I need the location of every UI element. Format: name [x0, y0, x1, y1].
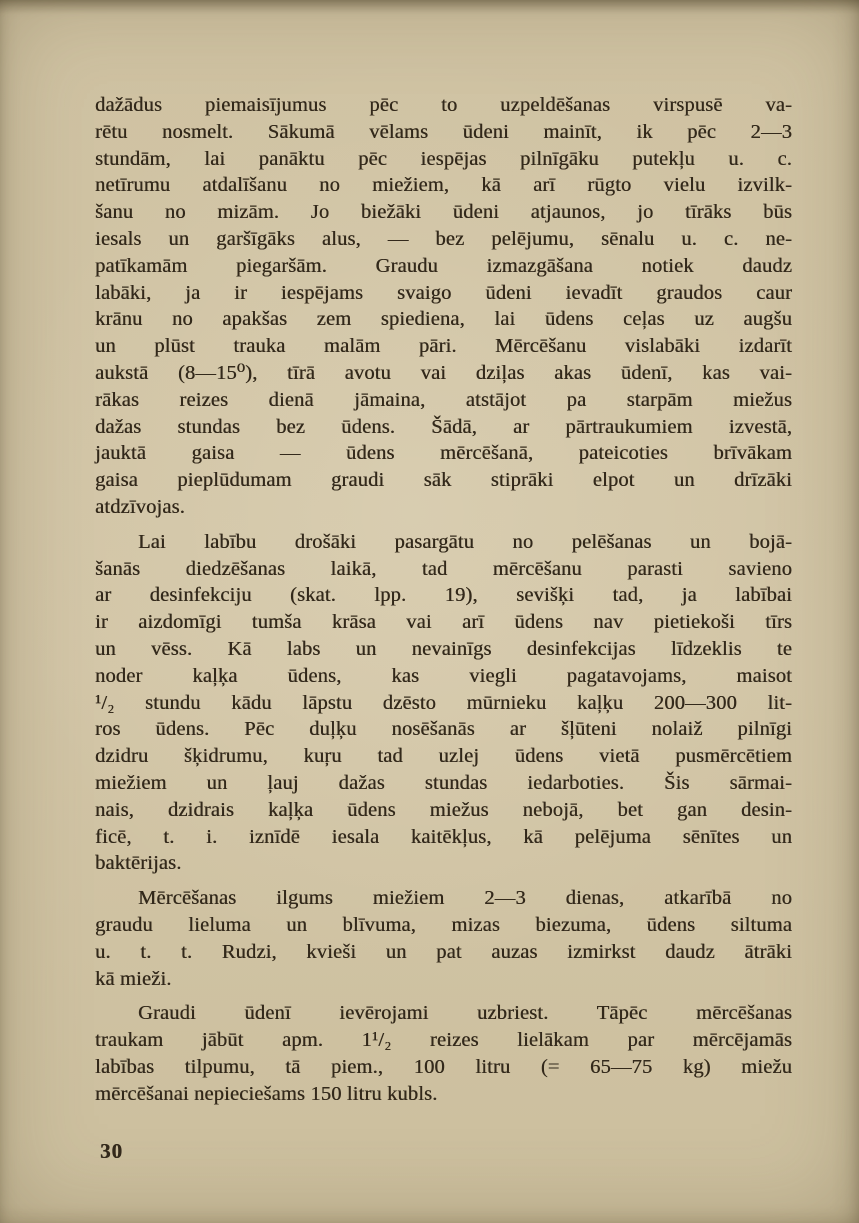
paragraph	[95, 92, 792, 521]
text-line: patīkamām piegaršām. Graudu izmazgāšana notiek daudz	[95, 254, 792, 277]
text-line: dzidru šķidrumu, kuŗu tad uzlej ūdens vietā pusmērcētiem	[95, 745, 792, 768]
text-line: ir aizdomīgi tumša krāsa vai arī ūdens nav pietiekoši tīrs	[95, 611, 792, 634]
text-line: atdzīvojas.	[95, 495, 185, 518]
text-line: Graudi ūdenī ievērojami uzbriest. Tāpēc mērcēšanas	[138, 1002, 792, 1025]
text-line: u. t. t. Rudzi, kvieši un pat auzas izmirkst daudz ātrāki	[95, 940, 792, 963]
text-line: Mērcēšanas ilgums miežiem 2—3 dienas, atkarībā no	[138, 887, 792, 910]
text-line: ficē, t. i. iznīdē iesala kaitēkļus, kā pelējuma sēnītes un	[95, 825, 792, 848]
text-line: stundām, lai panāktu pēc iespējas pilnīgāku putekļu u. c.	[95, 147, 792, 170]
text-line: traukam jābūt apm. 1¹/₂ reizes lielākam par mērcējamās	[95, 1029, 792, 1052]
text-line: dažas stundas bez ūdens. Šādā, ar pārtraukumiem izvestā,	[95, 415, 792, 438]
text-line: ¹/₂ stundu kādu lāpstu dzēsto mūrnieku kaļķu 200—300 lit-	[95, 691, 792, 714]
text-line: miežiem un ļauj dažas stundas iedarboties. Šis sārmai-	[95, 771, 792, 794]
text-line: kā mieži.	[95, 967, 172, 990]
text-line: jauktā gaisa — ūdens mērcēšanā, pateicoties brīvākam	[95, 442, 792, 465]
page-number: 30	[100, 1139, 123, 1163]
text-line: dažādus piemaisījumus pēc to uzpeldēšanas virspusē va-	[95, 94, 792, 116]
text-line: Lai labību drošāki pasargātu no pelēšanas un bojā-	[138, 530, 792, 553]
paragraph	[95, 885, 792, 992]
text-line: aukstā (8—15⁰), tīrā avotu vai dziļas akas ūdenī, kas vai-	[95, 361, 792, 384]
paragraph	[95, 529, 792, 877]
text-line: gaisa pieplūdumam graudi sāk stiprāki elpot un drīzāki	[95, 469, 792, 492]
text-line: labāki, ja ir iespējams svaigo ūdeni ievadīt graudos caur	[95, 281, 792, 304]
text-line: nais, dzidrais kaļķa ūdens miežus nebojā, bet gan desin-	[95, 798, 792, 821]
text-line: netīrumu atdalīšanu no miežiem, kā arī rūgto vielu izvilk-	[95, 174, 792, 197]
page-text	[95, 92, 792, 1107]
text-line: un vēss. Kā labs un nevainīgs desinfekcijas līdzeklis te	[95, 637, 792, 660]
text-line: rētu nosmelt. Sākumā vēlams ūdeni mainīt, ik pēc 2—3	[95, 120, 792, 143]
text-line: ros ūdens. Pēc duļķu nosēšanās ar šļūteni nolaiž pilnīgi	[95, 718, 792, 741]
text-line: krānu no apakšas zem spiediena, lai ūdens ceļas uz augšu	[95, 308, 792, 331]
text-line: ar desinfekciju (skat. lpp. 19), sevišķi tad, ja labībai	[95, 584, 792, 607]
paragraph	[95, 1000, 792, 1107]
text-line: un plūst trauka malām pāri. Mērcēšanu vislabāki izdarīt	[95, 335, 792, 358]
text-line: šanās diedzēšanas laikā, tad mērcēšanu parasti savieno	[95, 557, 792, 580]
text-line: noder kaļķa ūdens, kas viegli pagatavojams, maisot	[95, 664, 792, 687]
text-line: baktērijas.	[95, 852, 182, 875]
text-line: rākas reizes dienā jāmaina, atstājot pa starpām miežus	[95, 388, 792, 411]
text-line: iesals un garšīgāks alus, — bez pelējumu, sēnalu u. c. ne-	[95, 227, 792, 250]
text-line: mērcēšanai nepieciešams 150 litru kubls.	[95, 1082, 438, 1105]
text-line: graudu lieluma un blīvuma, mizas biezuma, ūdens siltuma	[95, 913, 792, 936]
text-line: labības tilpumu, tā piem., 100 litru (= 65—75 kg) miežu	[95, 1055, 792, 1078]
text-line: šanu no mizām. Jo biežāki ūdeni atjaunos, jo tīrāks būs	[95, 201, 792, 224]
